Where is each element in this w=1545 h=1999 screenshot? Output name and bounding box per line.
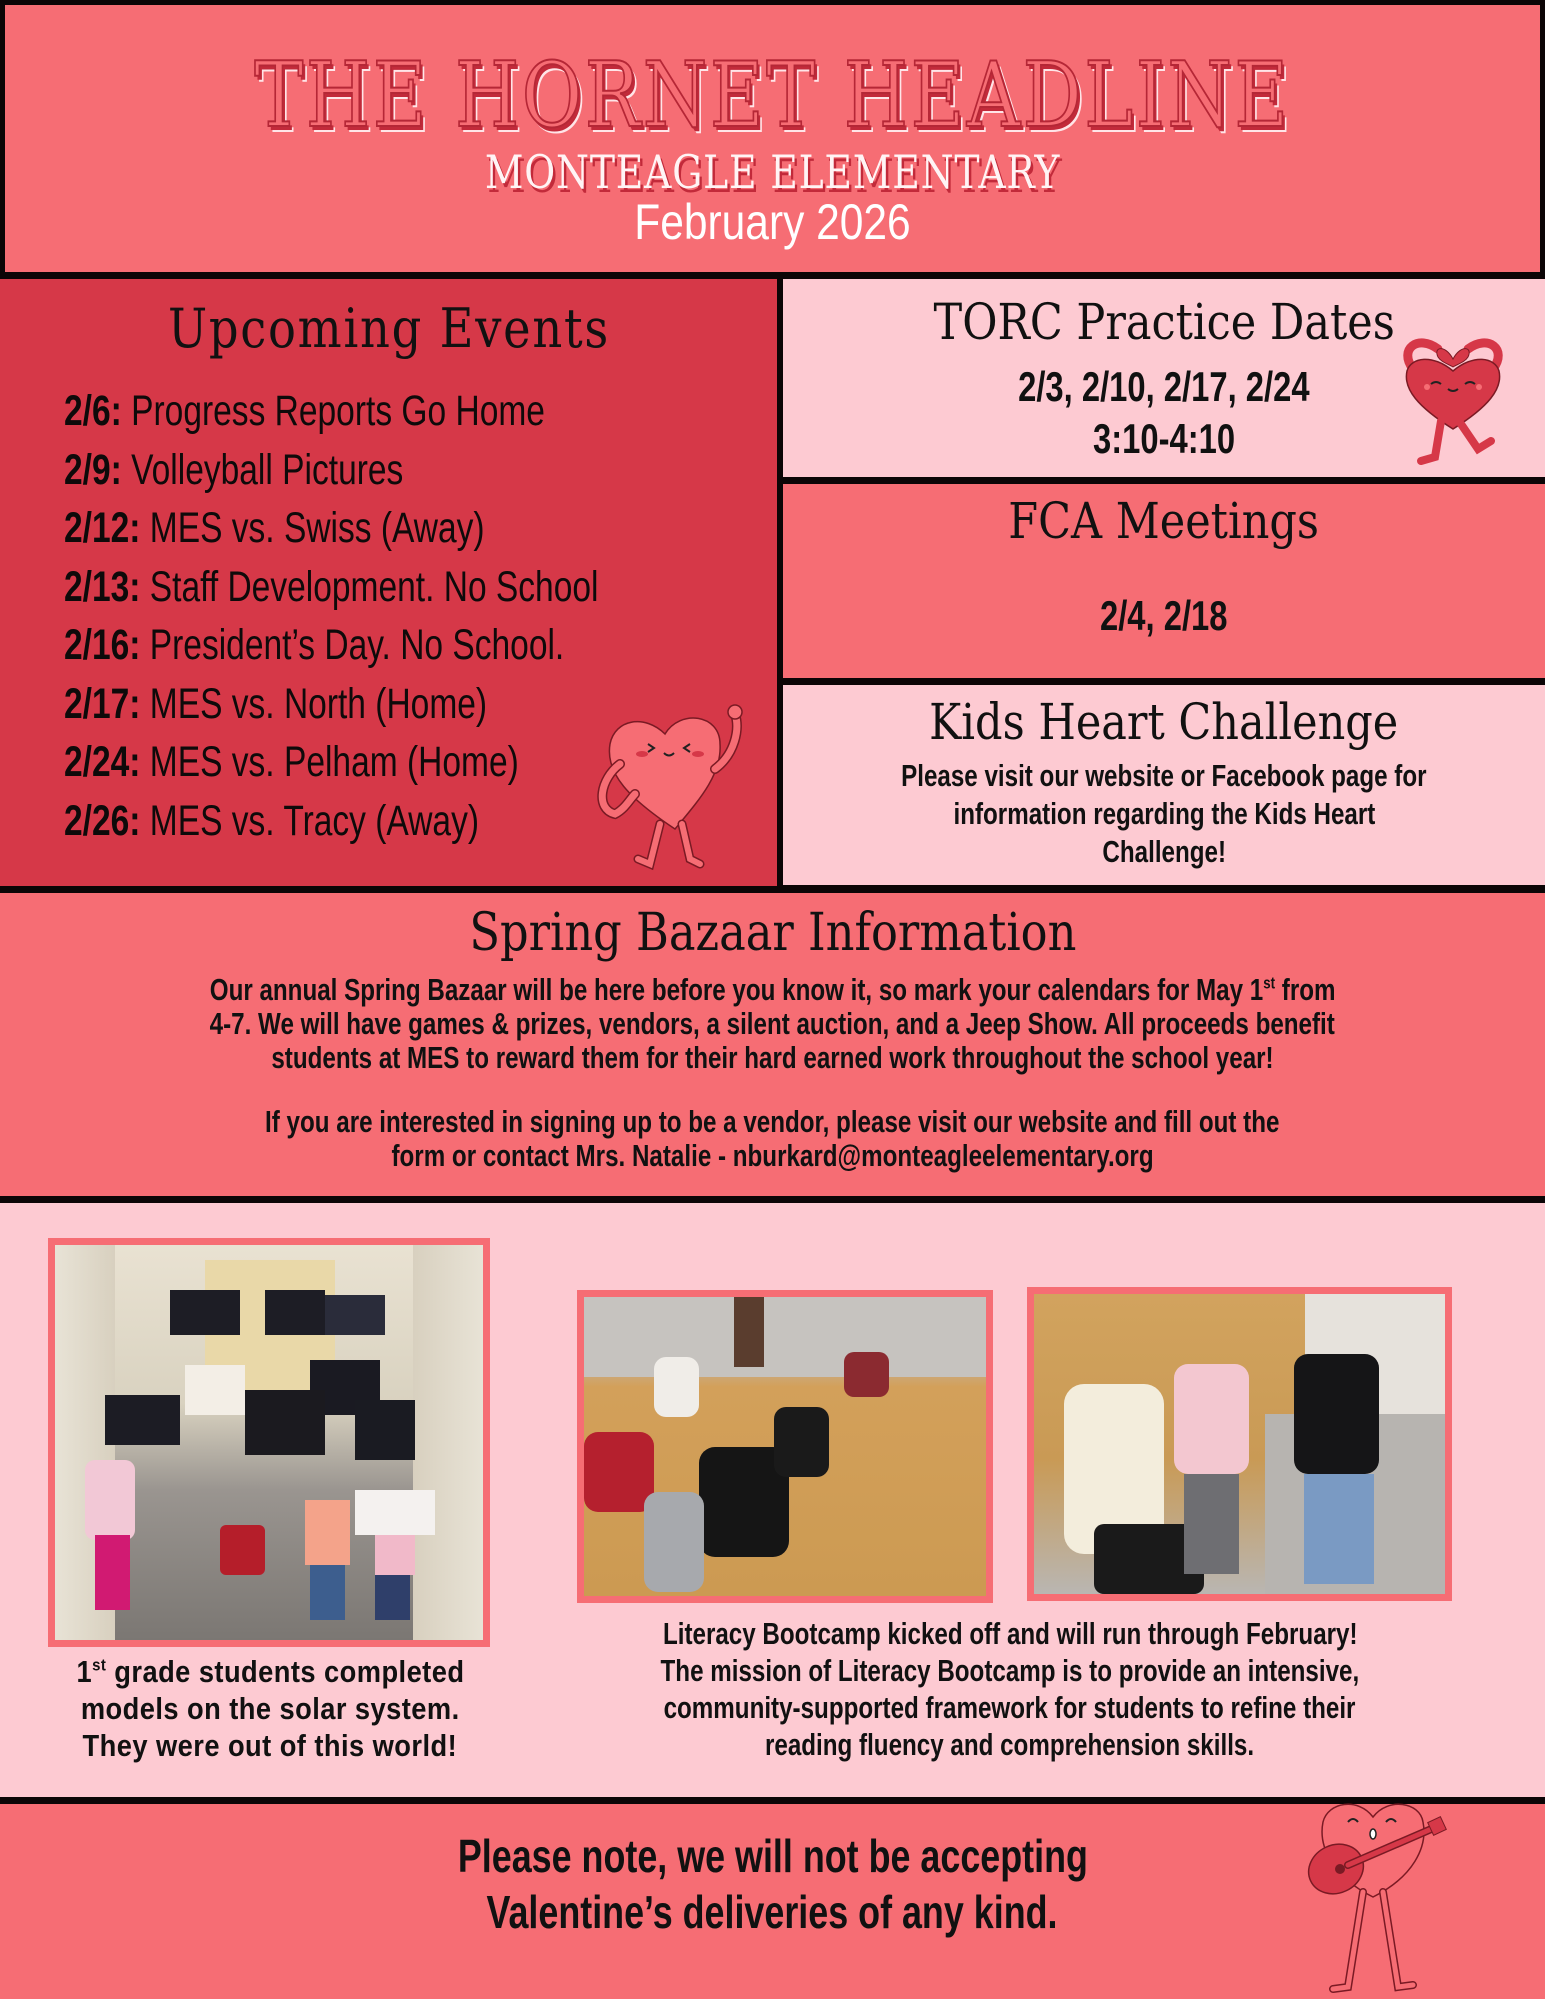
solar-system-photo [55, 1245, 483, 1640]
divider [0, 272, 1545, 279]
event-item: 2/24: MES vs. Pelham (Home) [64, 738, 519, 786]
newsletter-title: THE HORNET HEADLINE [254, 43, 1291, 148]
divider [777, 678, 1545, 685]
fca-heading: FCA Meetings [1008, 492, 1320, 550]
divider [0, 1196, 1545, 1203]
upcoming-events-panel [0, 279, 777, 886]
event-item: 2/13: Staff Development. No School [64, 562, 599, 611]
flexing-heart-icon [590, 699, 760, 874]
torc-dates: 2/3, 2/10, 2/17, 2/24 [1018, 363, 1310, 410]
event-item: 2/9: Volleyball Pictures [64, 445, 404, 494]
kids-heart-challenge-panel [783, 685, 1545, 885]
literacy-bootcamp-photo-frame-1 [577, 1290, 993, 1603]
literacy-bootcamp-photo-2 [1034, 1294, 1445, 1594]
contact-email-link[interactable]: nburkard@monteagleelementary.org [732, 1138, 1154, 1173]
divider [0, 0, 1545, 5]
vendor-signup-info: If you are interested in signing up to be a vendor, please visit our website and fill out the form or contact Mrs. Natalie - nburkard@monteagleelementary.org [265, 1104, 1280, 1173]
solar-system-caption: 1st grade students completed models on the solar system. They were out of this world! [76, 1654, 464, 1763]
newsletter-header [0, 0, 1545, 274]
running-heart-icon [1393, 329, 1513, 469]
event-item: 2/17: MES vs. North (Home) [64, 679, 488, 728]
valentines-delivery-notice: Please note, we will not be accepting Valentine’s deliveries of any kind. [457, 1830, 1088, 1938]
divider [777, 477, 1545, 484]
torc-time: 3:10-4:10 [1092, 415, 1236, 462]
spring-bazaar-panel [0, 893, 1545, 1196]
solar-system-photo-frame [48, 1238, 490, 1647]
literacy-bootcamp-caption: Literacy Bootcamp kicked off and will run through February! The mission of Literacy Bootcamp is to provide an intensive, community-supported framework for students to refine their reading fluency and comprehension skills. [660, 1616, 1360, 1762]
torc-practice-panel [783, 279, 1545, 477]
event-item: 2/16: President’s Day. No School. [64, 621, 565, 669]
kids-heart-challenge-body: Please visit our website or Facebook page for information regarding the Kids Heart Challenge! [901, 758, 1427, 869]
event-item: 2/6: Progress Reports Go Home [64, 387, 545, 435]
spring-bazaar-heading: Spring Bazaar Information [468, 903, 1076, 963]
spring-bazaar-description: Our annual Spring Bazaar will be here before you know it, so mark your calendars for May 1st from 4-7. We will have games & prizes, vendors, a silent auction, and a Jeep Show. All proceeds benefit students at MES to reward them for their hard earned work throughout the school year! [209, 972, 1336, 1075]
literacy-bootcamp-photo-frame-2 [1027, 1287, 1452, 1601]
kids-heart-challenge-heading: Kids Heart Challenge [929, 693, 1399, 751]
guitar-heart-icon [1278, 1787, 1478, 1997]
event-item: 2/26: MES vs. Tracy (Away) [64, 796, 480, 845]
fca-dates: 2/4, 2/18 [1100, 592, 1228, 639]
literacy-bootcamp-photo-1 [584, 1297, 986, 1596]
divider [0, 885, 1545, 893]
photos-section [0, 1203, 1545, 1797]
issue-date: February 2026 [634, 194, 911, 250]
event-item: 2/12: MES vs. Swiss (Away) [64, 504, 485, 552]
torc-heading: TORC Practice Dates [933, 293, 1395, 351]
fca-meetings-panel [783, 484, 1545, 678]
upcoming-events-heading: Upcoming Events [167, 297, 610, 360]
school-name: MONTEAGLE ELEMENTARY [484, 145, 1061, 199]
